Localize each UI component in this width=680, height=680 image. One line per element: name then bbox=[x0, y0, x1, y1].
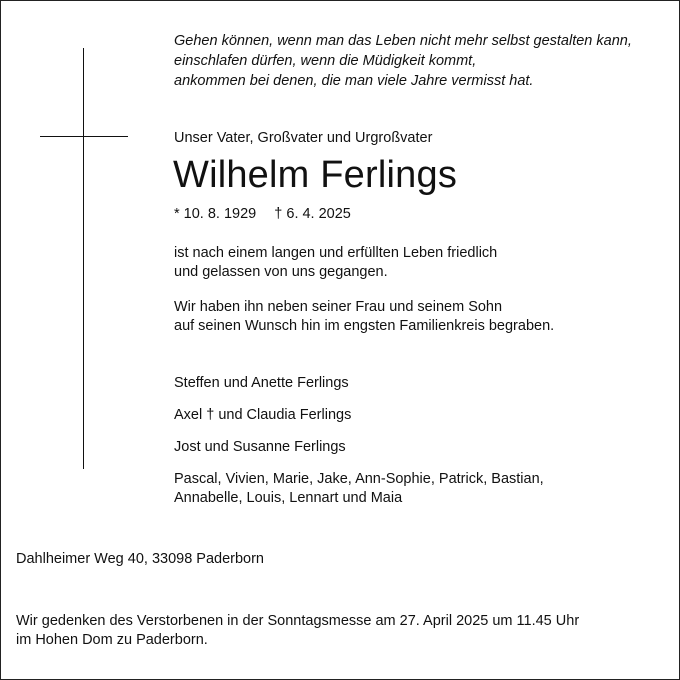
grandchildren-line: Annabelle, Louis, Lennart und Maia bbox=[174, 489, 403, 506]
paragraph-line: und gelassen von uns gegangen. bbox=[174, 263, 388, 280]
mourner-family: Steffen und Anette Ferlings bbox=[174, 375, 349, 391]
intro-line: Unser Vater, Großvater und Urgroßvater bbox=[174, 130, 433, 146]
death-date: † 6. 4. 2025 bbox=[274, 206, 351, 222]
mourner-family: Jost und Susanne Ferlings bbox=[174, 439, 346, 455]
memorial-service-info bbox=[16, 612, 579, 649]
mourning-address: Dahlheimer Weg 40, 33098 Paderborn bbox=[16, 551, 265, 567]
quote-line: einschlafen dürfen, wenn die Müdigkeit kommt, bbox=[174, 53, 477, 69]
burial-paragraph bbox=[174, 298, 554, 335]
cross-symbol-vertical-bar bbox=[83, 48, 84, 469]
service-line: im Hohen Dom zu Paderborn. bbox=[16, 631, 208, 648]
grandchildren-list bbox=[174, 470, 544, 507]
cross-symbol-horizontal-bar bbox=[40, 136, 128, 137]
mourner-family: Axel † und Claudia Ferlings bbox=[174, 407, 352, 423]
memorial-quote bbox=[174, 31, 632, 91]
birth-date: * 10. 8. 1929 bbox=[174, 206, 257, 222]
service-line: Wir gedenken des Verstorbenen in der Sonntagsmesse am 27. April 2025 um 11.45 Uhr bbox=[16, 613, 580, 629]
paragraph-line: auf seinen Wunsch hin im engsten Familienkreis begraben. bbox=[174, 317, 555, 334]
quote-line: ankommen bei denen, die man viele Jahre vermisst hat. bbox=[174, 73, 534, 89]
passing-paragraph bbox=[174, 244, 497, 281]
paragraph-line: ist nach einem langen und erfüllten Leben friedlich bbox=[174, 245, 498, 261]
deceased-name: Wilhelm Ferlings bbox=[173, 154, 458, 196]
life-dates bbox=[174, 204, 351, 224]
paragraph-line: Wir haben ihn neben seiner Frau und seinem Sohn bbox=[174, 299, 503, 315]
grandchildren-line: Pascal, Vivien, Marie, Jake, Ann-Sophie, Patrick, Bastian, bbox=[174, 471, 544, 487]
quote-line: Gehen können, wenn man das Leben nicht mehr selbst gestalten kann, bbox=[174, 33, 632, 49]
